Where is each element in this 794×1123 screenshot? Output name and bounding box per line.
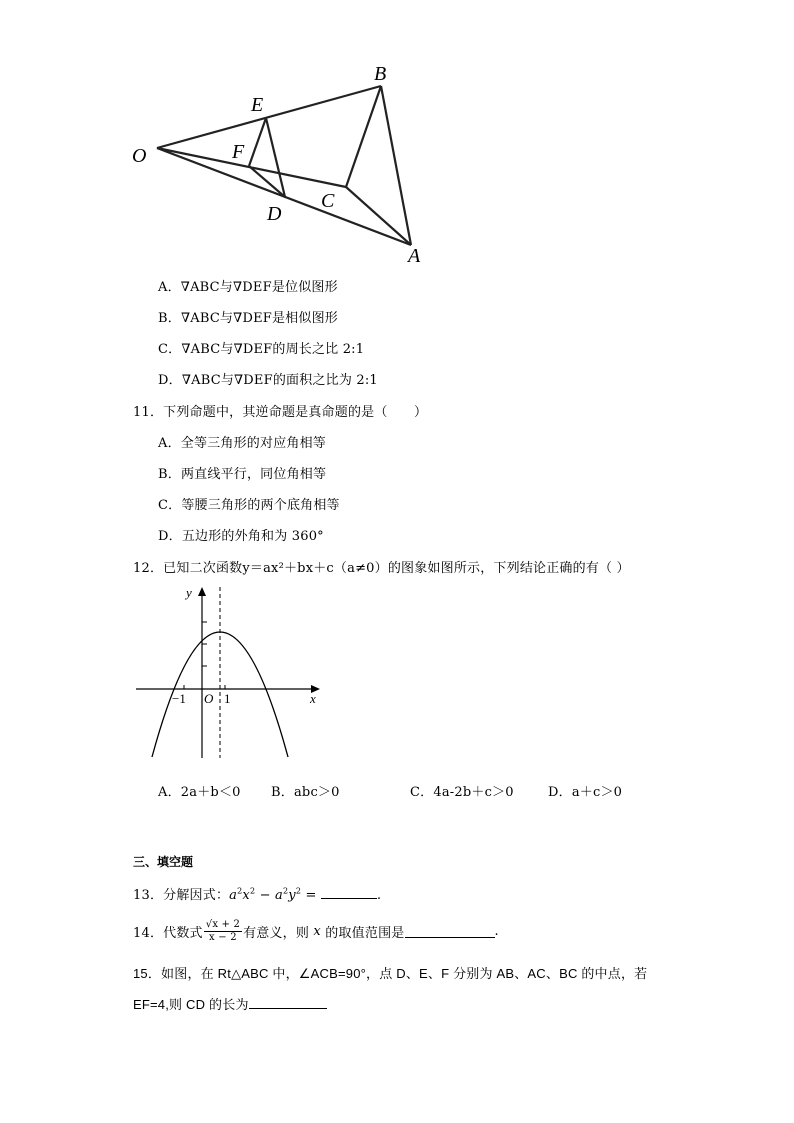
q10-option-a [158,276,338,295]
x-axis-label: x [310,691,316,706]
q11-option-c [158,494,340,513]
option-letter: C． [158,342,182,357]
q15-line2-text: EF=4,则 CD 的长为 [133,997,249,1012]
q15-line2 [133,994,327,1013]
q14-prefix: 14．代数式 [133,926,203,941]
option-letter: A． [158,785,181,800]
q13-eq: = [301,888,321,903]
q13-y: y [288,888,296,903]
label-O: O [132,145,147,167]
q13-prefix: 13．分解因式： [133,888,230,903]
q14-numerator: √x + 2 [205,919,241,930]
section-title: 三、填空题 [133,855,194,869]
option-text: 4a-2b＋c＞0 [433,785,514,800]
label-F: F [232,141,245,163]
q14-answer-blank[interactable] [405,925,495,938]
q13-answer-blank[interactable] [321,886,377,899]
label-A: A [408,245,421,267]
q12-option-b [271,781,340,800]
option-text: ∇ABC与∇DEF的周长之比 2:1 [181,342,365,357]
q13-exp: 2 [295,886,302,896]
option-text: 五边形的外角和为 360° [181,529,324,544]
option-letter: C． [158,498,182,513]
q13-exp: 2 [249,886,256,896]
q14-end: . [494,924,499,939]
option-text: ∇ABC与∇DEF是位似图形 [180,280,338,295]
q13-a: a [229,888,238,903]
option-text: 2a＋b＜0 [180,785,241,800]
segment-BC [346,86,381,187]
q15-line1: 15．如图，在 Rt△ABC 中，∠ACB=90°，点 D、E、F 分别为 AB、AC、BC 的中点，若 [133,966,648,981]
q11-stem: 11．下列命题中，其逆命题是真命题的是（ ） [133,405,428,420]
option-text: abc＞0 [293,785,340,800]
option-letter: D． [548,785,572,800]
q12-stem: 12．已知二次函数y＝ax²＋bx＋c（a≠0）的图象如图所示，下列结论正确的有（ ） [133,561,630,576]
q15-answer-blank[interactable] [249,996,327,1009]
option-text: 等腰三角形的两个底角相等 [181,498,340,513]
q13-minus: − [255,888,276,903]
tick-label-neg1: −1 [172,691,186,706]
segment-EF [249,118,266,166]
segment-OB [157,86,381,148]
geometry-figure [125,55,435,270]
option-letter: B． [158,311,181,326]
option-letter: B． [271,785,294,800]
segment-ED [266,118,285,197]
tick-label-1: 1 [224,691,231,706]
option-letter: A． [158,436,181,451]
q13-exp: 2 [282,886,289,896]
q14-denominator: x − 2 [209,932,237,943]
y-axis-label: y [186,585,192,600]
label-B: B [374,63,387,85]
q14-middle: 有意义，则 [243,926,314,941]
q10-option-c [158,338,364,357]
q14-fraction [204,919,242,944]
option-letter: D． [158,373,182,388]
q10-option-d [158,369,378,388]
option-text: ∇ABC与∇DEF的面积之比为 2:1 [181,373,378,388]
q11-option-b [158,463,326,482]
y-axis-arrow-icon [198,587,206,596]
label-C: C [321,190,335,212]
q12-option-a [158,781,241,800]
q12-option-c [410,781,514,800]
q14-var: x [313,924,321,939]
option-letter: D． [158,529,182,544]
q11-option-a [158,432,326,451]
option-text: ∇ABC与∇DEF是相似图形 [180,311,338,326]
option-letter: C． [410,785,434,800]
option-text: 全等三角形的对应角相等 [180,436,326,451]
q14-suffix: 的取值范围是 [320,926,405,941]
parabola-graph [130,582,330,762]
option-text: a＋c＞0 [571,785,623,800]
q11-option-d [158,525,324,544]
option-letter: B． [158,467,181,482]
option-letter: A． [158,280,181,295]
q10-option-b [158,307,338,326]
option-text: 两直线平行，同位角相等 [180,467,327,482]
q14 [133,919,499,944]
label-D: D [267,203,282,225]
q13-x: x [242,888,250,903]
q13 [133,884,381,903]
q13-exp: 2 [237,886,243,896]
label-E: E [251,94,264,116]
origin-label: O [204,691,214,706]
q13-end: . [376,888,382,903]
q13-a2: a [275,888,283,903]
q12-option-d [548,781,622,800]
